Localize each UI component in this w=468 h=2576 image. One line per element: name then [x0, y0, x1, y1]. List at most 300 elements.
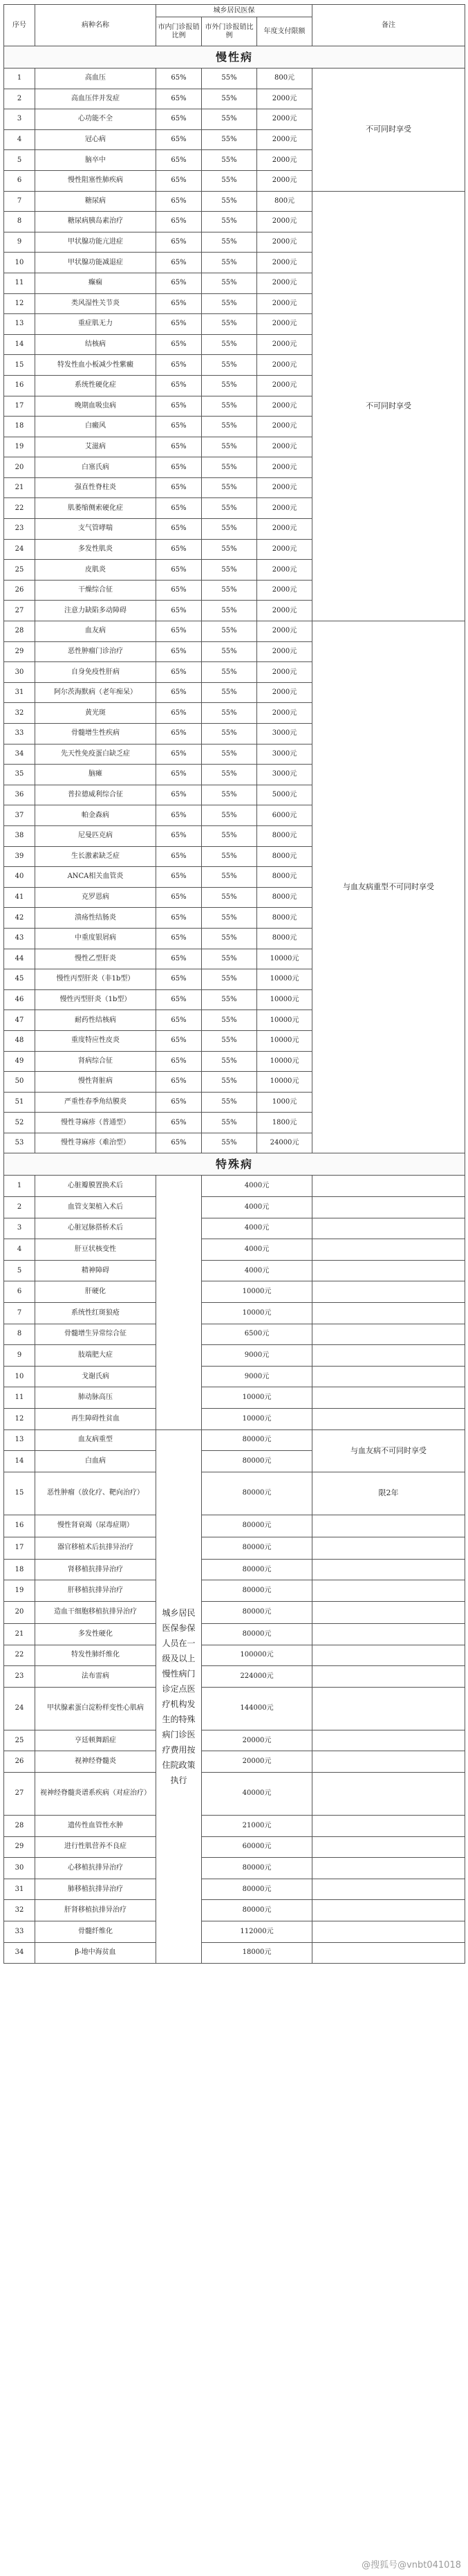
disease-name: 法布雷病: [35, 1666, 156, 1688]
row-number: 25: [4, 1730, 35, 1751]
annual-limit: 1800元: [257, 1113, 312, 1133]
row-number: 49: [4, 1051, 35, 1072]
in-city-rate: 65%: [156, 191, 202, 212]
disease-name: 干燥综合征: [35, 580, 156, 601]
row-number: 1: [4, 1176, 35, 1197]
out-city-rate: 55%: [202, 253, 257, 273]
out-city-rate: 55%: [202, 457, 257, 478]
annual-limit: 10000元: [257, 1072, 312, 1093]
disease-name: 自身免疫性肝病: [35, 662, 156, 683]
disease-name: 糖尿病: [35, 191, 156, 212]
disease-name: 肝肾移植抗排异治疗: [35, 1900, 156, 1921]
annual-limit: 2000元: [257, 662, 312, 683]
row-number: 23: [4, 1666, 35, 1688]
disease-name: 慢性乙型肝炎: [35, 949, 156, 969]
annual-limit: 3000元: [257, 724, 312, 745]
disease-name: 肾移植抗排异治疗: [35, 1559, 156, 1580]
out-city-rate: 55%: [202, 1113, 257, 1133]
row-number: 34: [4, 744, 35, 765]
disease-name: 心脏瓣膜置换术后: [35, 1176, 156, 1197]
row-number: 42: [4, 908, 35, 929]
table-row: [4, 1730, 465, 1751]
out-city-rate: 55%: [202, 437, 257, 457]
table-row: [4, 621, 465, 642]
disease-name: 骨髓增生性疾病: [35, 724, 156, 745]
disease-name: 糖尿病胰岛素治疗: [35, 212, 156, 232]
disease-name: 恶性肿瘤门诊治疗: [35, 641, 156, 662]
row-number: 41: [4, 887, 35, 908]
disease-name: 甲状腺功能减退症: [35, 253, 156, 273]
annual-limit: 10000元: [202, 1387, 312, 1409]
table-row: [4, 1921, 465, 1942]
annual-limit: 2000元: [257, 232, 312, 253]
table-row: [4, 1900, 465, 1921]
in-city-rate: 65%: [156, 1133, 202, 1153]
row-number: 27: [4, 601, 35, 621]
out-city-rate: 55%: [202, 150, 257, 171]
disease-name: 系统性硬化症: [35, 375, 156, 396]
row-number: 14: [4, 334, 35, 355]
disease-name: 注意力缺陷多动障碍: [35, 601, 156, 621]
row-number: 3: [4, 109, 35, 130]
annual-limit: 3000元: [257, 765, 312, 785]
annual-limit: 2000元: [257, 601, 312, 621]
row-number: 30: [4, 1858, 35, 1879]
out-city-rate: 55%: [202, 703, 257, 724]
remark-cell: [312, 1559, 465, 1580]
annual-limit: 6500元: [202, 1324, 312, 1345]
annual-limit: 112000元: [202, 1921, 312, 1942]
table-row: [4, 1260, 465, 1281]
in-city-rate: 65%: [156, 1051, 202, 1072]
row-number: 10: [4, 253, 35, 273]
annual-limit: 80000元: [202, 1451, 312, 1472]
out-city-rate: 55%: [202, 908, 257, 929]
row-number: 8: [4, 212, 35, 232]
table-row: [4, 1879, 465, 1900]
in-city-rate: 65%: [156, 805, 202, 826]
disease-name: 肾病综合征: [35, 1051, 156, 1072]
row-number: 22: [4, 498, 35, 519]
disease-name: 特发性肺纤维化: [35, 1645, 156, 1666]
in-city-rate: 65%: [156, 170, 202, 191]
row-number: 4: [4, 129, 35, 150]
disease-name: 耐药性结核病: [35, 1010, 156, 1031]
disease-name: 白癜风: [35, 417, 156, 437]
table-row: [4, 1623, 465, 1645]
out-city-rate: 55%: [202, 396, 257, 417]
annual-limit: 2000元: [257, 396, 312, 417]
row-number: 46: [4, 989, 35, 1010]
table-row: [4, 1666, 465, 1688]
out-city-rate: 55%: [202, 867, 257, 888]
annual-limit: 2000元: [257, 703, 312, 724]
disease-name: 器官移植术后抗排异治疗: [35, 1537, 156, 1559]
row-number: 10: [4, 1366, 35, 1387]
out-city-rate: 55%: [202, 601, 257, 621]
remark-cell: [312, 1772, 465, 1815]
out-city-rate: 55%: [202, 825, 257, 846]
disease-name: 黄光斑: [35, 703, 156, 724]
disease-name: 皮肌炎: [35, 560, 156, 581]
annual-limit: 2000元: [257, 170, 312, 191]
annual-limit: 2000元: [257, 314, 312, 335]
out-city-rate: 55%: [202, 785, 257, 805]
table-row: [4, 1537, 465, 1559]
in-city-rate: 65%: [156, 334, 202, 355]
row-number: 23: [4, 519, 35, 540]
remark-cell: 不可同时享受: [312, 68, 465, 192]
out-city-rate: 55%: [202, 805, 257, 826]
out-city-rate: 55%: [202, 846, 257, 867]
disease-name: 慢性肾脏病: [35, 1072, 156, 1093]
row-number: 4: [4, 1239, 35, 1261]
disease-name: 白塞氏病: [35, 457, 156, 478]
annual-limit: 2000元: [257, 477, 312, 498]
disease-name: 脑卒中: [35, 150, 156, 171]
remark-cell: [312, 1537, 465, 1559]
remark-cell: [312, 1836, 465, 1858]
out-city-rate: 55%: [202, 560, 257, 581]
row-number: 11: [4, 1387, 35, 1409]
remark-cell: [312, 1324, 465, 1345]
disease-name: 中重度银屑病: [35, 928, 156, 949]
table-row: [4, 1324, 465, 1345]
out-city-rate: 55%: [202, 621, 257, 642]
remark-cell: [312, 1730, 465, 1751]
disease-name: 甲状腺功能亢进症: [35, 232, 156, 253]
remark-cell: [312, 1623, 465, 1645]
row-number: 8: [4, 1324, 35, 1345]
out-city-rate: 55%: [202, 314, 257, 335]
in-city-rate: 65%: [156, 457, 202, 478]
annual-limit: 2000元: [257, 89, 312, 109]
annual-limit: 2000元: [257, 457, 312, 478]
row-number: 52: [4, 1113, 35, 1133]
in-city-rate: 65%: [156, 212, 202, 232]
disease-name: 肌萎缩侧索硬化症: [35, 498, 156, 519]
annual-limit: 2000元: [257, 109, 312, 130]
section-chronic-title: 慢性病: [4, 46, 465, 68]
row-number: 20: [4, 457, 35, 478]
disease-name: 视神经脊髓炎谱系疾病（对症治疗）: [35, 1772, 156, 1815]
in-city-rate: 65%: [156, 109, 202, 130]
disease-name: 高血压伴并发症: [35, 89, 156, 109]
disease-name: 高血压: [35, 68, 156, 89]
row-number: 1: [4, 68, 35, 89]
row-number: 13: [4, 314, 35, 335]
disease-name: 肺动脉高压: [35, 1387, 156, 1409]
disease-name: 先天性免疫蛋白缺乏症: [35, 744, 156, 765]
row-number: 51: [4, 1092, 35, 1113]
in-city-rate: 65%: [156, 1030, 202, 1051]
annual-limit: 2000元: [257, 150, 312, 171]
annual-limit: 2000元: [257, 293, 312, 314]
annual-limit: 4000元: [202, 1260, 312, 1281]
row-number: 30: [4, 662, 35, 683]
disease-name: 骨髓纤维化: [35, 1921, 156, 1942]
row-number: 17: [4, 1537, 35, 1559]
in-city-rate: 65%: [156, 969, 202, 990]
annual-limit: 3000元: [257, 744, 312, 765]
annual-limit: 10000元: [257, 1010, 312, 1031]
annual-limit: 224000元: [202, 1666, 312, 1688]
remark-cell: [312, 1281, 465, 1303]
annual-limit: 2000元: [257, 375, 312, 396]
row-number: 25: [4, 560, 35, 581]
in-city-rate: 65%: [156, 477, 202, 498]
row-number: 2: [4, 1197, 35, 1218]
disease-name: 帕金森病: [35, 805, 156, 826]
annual-limit: 2000元: [257, 129, 312, 150]
annual-limit: 40000元: [202, 1772, 312, 1815]
in-city-rate: 65%: [156, 1072, 202, 1093]
annual-limit: 10000元: [202, 1409, 312, 1430]
table-row: [4, 1836, 465, 1858]
row-number: 2: [4, 89, 35, 109]
table-row: [4, 1218, 465, 1239]
remark-cell: [312, 1409, 465, 1430]
remark-cell: [312, 1176, 465, 1197]
out-city-rate: 55%: [202, 641, 257, 662]
annual-limit: 80000元: [202, 1429, 312, 1451]
out-city-rate: 55%: [202, 129, 257, 150]
remark-cell: [312, 1387, 465, 1409]
annual-limit: 80000元: [202, 1559, 312, 1580]
disease-name: 戈谢氏病: [35, 1366, 156, 1387]
in-city-rate: 65%: [156, 150, 202, 171]
in-city-rate: 65%: [156, 293, 202, 314]
disease-name: 多发性硬化: [35, 1623, 156, 1645]
row-number: 47: [4, 1010, 35, 1031]
disease-name: 慢性丙型肝炎（非1b型）: [35, 969, 156, 990]
header-annual: 年度支付限额: [257, 17, 312, 46]
row-number: 5: [4, 1260, 35, 1281]
disease-name: 肝硬化: [35, 1281, 156, 1303]
in-city-rate: 65%: [156, 1092, 202, 1113]
remark-cell: [312, 1921, 465, 1942]
row-number: 38: [4, 825, 35, 846]
annual-limit: 2000元: [257, 539, 312, 560]
row-number: 6: [4, 170, 35, 191]
disease-name: 支气管哮喘: [35, 519, 156, 540]
in-city-rate: 65%: [156, 867, 202, 888]
row-number: 7: [4, 191, 35, 212]
row-number: 32: [4, 703, 35, 724]
in-city-rate: 65%: [156, 498, 202, 519]
in-city-rate: 65%: [156, 253, 202, 273]
disease-name: 慢性阻塞性肺疾病: [35, 170, 156, 191]
out-city-rate: 55%: [202, 1010, 257, 1031]
annual-limit: 80000元: [202, 1580, 312, 1602]
table-row: [4, 1366, 465, 1387]
annual-limit: 800元: [257, 191, 312, 212]
in-city-rate: 65%: [156, 437, 202, 457]
in-city-rate: 65%: [156, 232, 202, 253]
in-city-rate: 65%: [156, 703, 202, 724]
row-number: 24: [4, 539, 35, 560]
empty-cell: [156, 1176, 202, 1429]
table-row: [4, 1580, 465, 1602]
in-city-rate: 65%: [156, 355, 202, 376]
row-number: 29: [4, 1836, 35, 1858]
remark-cell: [312, 1900, 465, 1921]
remark-cell: [312, 1601, 465, 1623]
remark-cell: [312, 1345, 465, 1367]
in-city-rate: 65%: [156, 560, 202, 581]
out-city-rate: 55%: [202, 682, 257, 703]
row-number: 53: [4, 1133, 35, 1153]
disease-name: 尼曼匹克病: [35, 825, 156, 846]
annual-limit: 8000元: [257, 908, 312, 929]
annual-limit: 10000元: [202, 1281, 312, 1303]
disease-name: 强直性脊柱炎: [35, 477, 156, 498]
row-number: 12: [4, 293, 35, 314]
row-number: 19: [4, 437, 35, 457]
remark-cell: [312, 1580, 465, 1602]
disease-name: 进行性肌营养不良症: [35, 1836, 156, 1858]
row-number: 21: [4, 477, 35, 498]
in-city-rate: 65%: [156, 662, 202, 683]
annual-limit: 10000元: [257, 989, 312, 1010]
annual-limit: 4000元: [202, 1218, 312, 1239]
remark-cell: 与血友病不可同时享受: [312, 1429, 465, 1472]
table-row: [4, 1815, 465, 1836]
annual-limit: 9000元: [202, 1366, 312, 1387]
out-city-rate: 55%: [202, 477, 257, 498]
disease-name: 甲状腺素蛋白淀粉样变性心肌病: [35, 1687, 156, 1730]
row-number: 19: [4, 1580, 35, 1602]
in-city-rate: 65%: [156, 375, 202, 396]
annual-limit: 20000元: [202, 1751, 312, 1773]
row-number: 33: [4, 1921, 35, 1942]
disease-name: 类风湿性关节炎: [35, 293, 156, 314]
row-number: 29: [4, 641, 35, 662]
out-city-rate: 55%: [202, 1092, 257, 1113]
table-row: [4, 1751, 465, 1773]
remark-cell: 与血友病重型不可同时享受: [312, 621, 465, 1153]
disease-name: 结核病: [35, 334, 156, 355]
annual-limit: 20000元: [202, 1730, 312, 1751]
row-number: 36: [4, 785, 35, 805]
annual-limit: 2000元: [257, 498, 312, 519]
annual-limit: 2000元: [257, 641, 312, 662]
out-city-rate: 55%: [202, 1072, 257, 1093]
row-number: 35: [4, 765, 35, 785]
annual-limit: 10000元: [257, 969, 312, 990]
annual-limit: 8000元: [257, 887, 312, 908]
watermark: @搜狐号@vnbt041018: [362, 2560, 461, 2570]
out-city-rate: 55%: [202, 928, 257, 949]
annual-limit: 80000元: [202, 1879, 312, 1900]
in-city-rate: 65%: [156, 601, 202, 621]
table-row: [4, 1281, 465, 1303]
annual-limit: 6000元: [257, 805, 312, 826]
in-city-rate: 65%: [156, 1010, 202, 1031]
disease-name: 晚期血吸虫病: [35, 396, 156, 417]
disease-name: 重症肌无力: [35, 314, 156, 335]
table-row: [4, 1176, 465, 1197]
row-number: 11: [4, 273, 35, 293]
out-city-rate: 55%: [202, 744, 257, 765]
row-number: 22: [4, 1645, 35, 1666]
remark-cell: [312, 1239, 465, 1261]
remark-cell: [312, 1751, 465, 1773]
in-city-rate: 65%: [156, 273, 202, 293]
out-city-rate: 55%: [202, 170, 257, 191]
annual-limit: 18000元: [202, 1942, 312, 1964]
in-city-rate: 65%: [156, 846, 202, 867]
remark-cell: [312, 1858, 465, 1879]
in-city-rate: 65%: [156, 724, 202, 745]
out-city-rate: 55%: [202, 498, 257, 519]
remark-cell: [312, 1645, 465, 1666]
out-city-rate: 55%: [202, 417, 257, 437]
remark-cell: [312, 1366, 465, 1387]
annual-limit: 80000元: [202, 1537, 312, 1559]
disease-name: β-地中海贫血: [35, 1942, 156, 1964]
header-seq: 序号: [4, 5, 35, 46]
disease-name: 心移植抗排异治疗: [35, 1858, 156, 1879]
out-city-rate: 55%: [202, 191, 257, 212]
table-row: [4, 1472, 465, 1515]
annual-limit: 80000元: [202, 1472, 312, 1515]
out-city-rate: 55%: [202, 273, 257, 293]
disease-name: 遗传性血管性水肿: [35, 1815, 156, 1836]
annual-limit: 60000元: [202, 1836, 312, 1858]
section-row: [4, 1153, 465, 1176]
row-number: 3: [4, 1218, 35, 1239]
annual-limit: 24000元: [257, 1133, 312, 1153]
out-city-rate: 55%: [202, 539, 257, 560]
disease-name: 肝豆状核变性: [35, 1239, 156, 1261]
disease-name: 重度特应性皮炎: [35, 1030, 156, 1051]
remark-cell: [312, 1218, 465, 1239]
in-city-rate: 65%: [156, 68, 202, 89]
row-number: 18: [4, 1559, 35, 1580]
out-city-rate: 55%: [202, 334, 257, 355]
row-number: 7: [4, 1303, 35, 1324]
disease-name: 慢性荨麻疹（难治型）: [35, 1133, 156, 1153]
in-city-rate: 65%: [156, 1113, 202, 1133]
disease-name: 阿尔茨海默病（老年痴呆）: [35, 682, 156, 703]
in-city-rate: 65%: [156, 89, 202, 109]
annual-limit: 2000元: [257, 273, 312, 293]
annual-limit: 10000元: [202, 1303, 312, 1324]
disease-name: 心脏冠脉搭桥术后: [35, 1218, 156, 1239]
row-number: 31: [4, 682, 35, 703]
table-row: [4, 191, 465, 212]
out-city-rate: 55%: [202, 232, 257, 253]
row-number: 24: [4, 1687, 35, 1730]
row-number: 9: [4, 232, 35, 253]
disease-name: 恶性肿瘤（放化疗、靶向治疗）: [35, 1472, 156, 1515]
row-number: 32: [4, 1900, 35, 1921]
table-row: [4, 1387, 465, 1409]
remark-cell: 不可同时享受: [312, 191, 465, 621]
annual-limit: 9000元: [202, 1345, 312, 1367]
out-city-rate: 55%: [202, 89, 257, 109]
table-row: [4, 1687, 465, 1730]
out-city-rate: 55%: [202, 969, 257, 990]
annual-limit: 2000元: [257, 580, 312, 601]
out-city-rate: 55%: [202, 375, 257, 396]
remark-cell: [312, 1879, 465, 1900]
row-number: 5: [4, 150, 35, 171]
row-number: 17: [4, 396, 35, 417]
disease-name: 精神障碍: [35, 1260, 156, 1281]
disease-name: 冠心病: [35, 129, 156, 150]
